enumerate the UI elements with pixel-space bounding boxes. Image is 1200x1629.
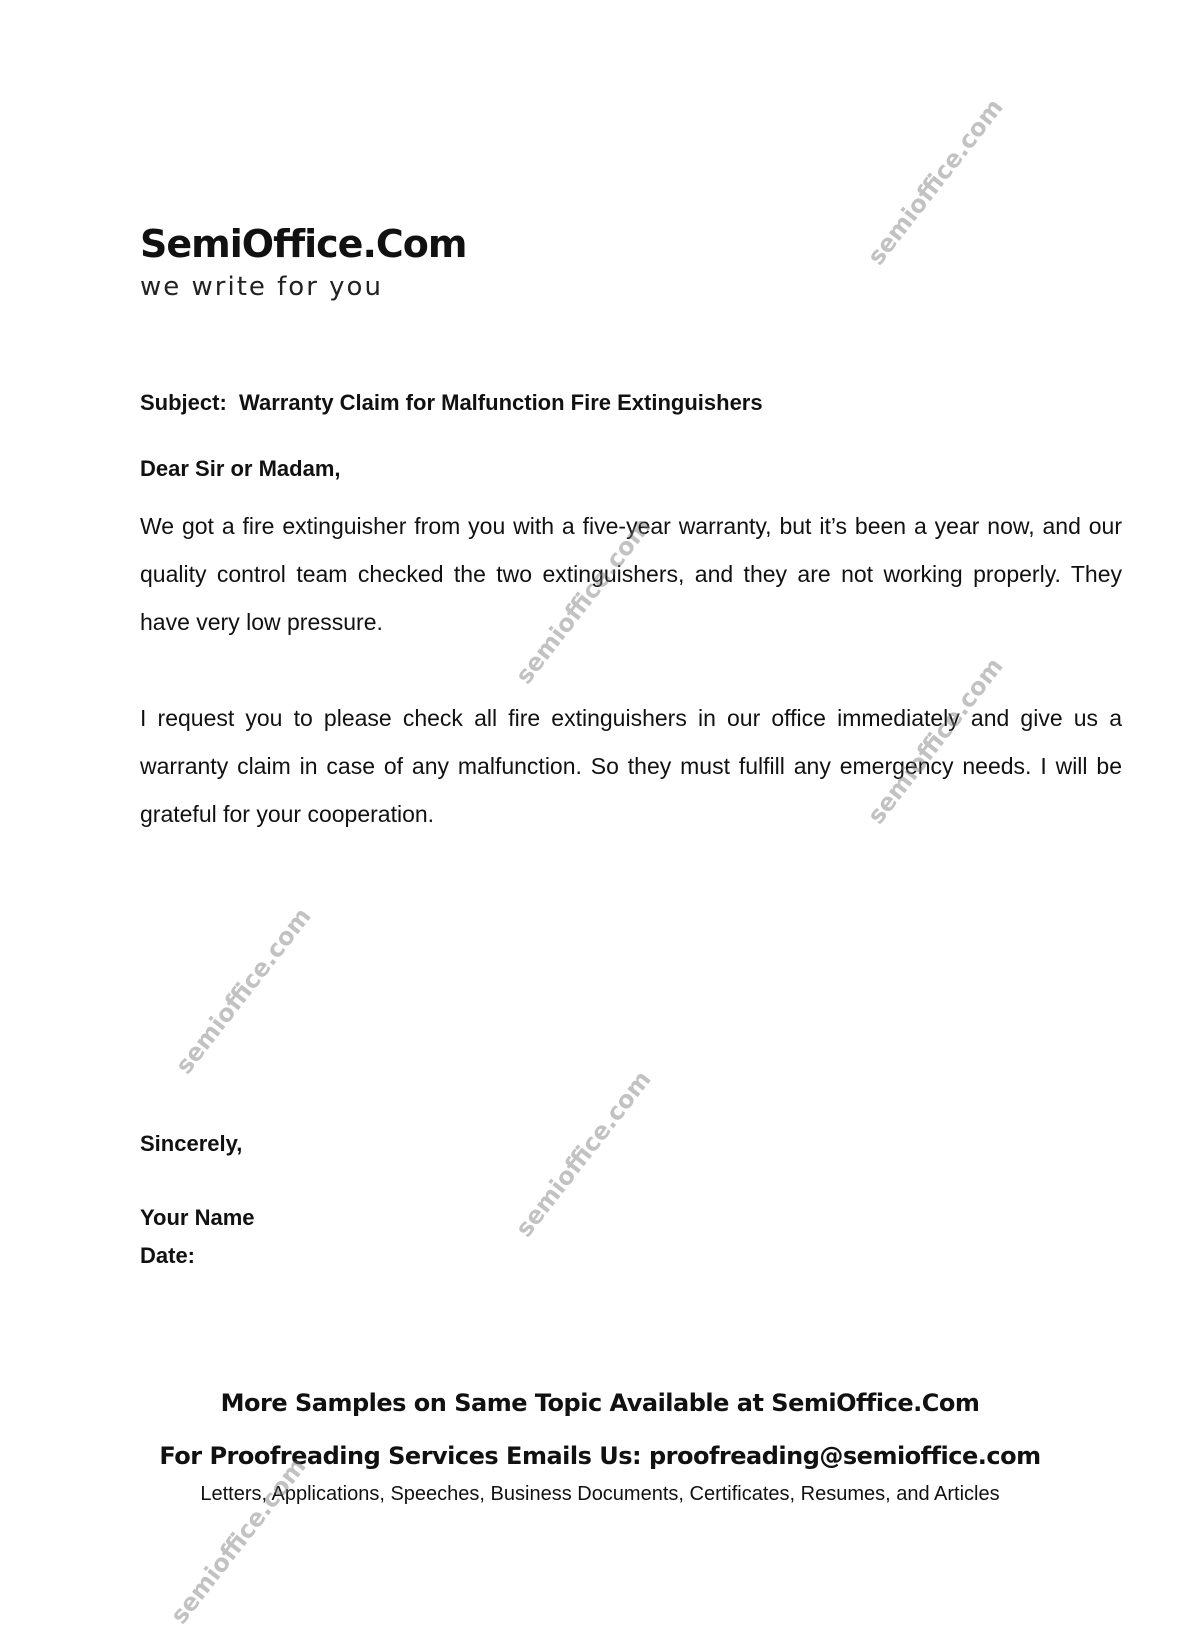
watermark: semioffice.com xyxy=(862,652,1009,830)
signature-name: Your Name xyxy=(140,1205,255,1230)
watermark: semioffice.com xyxy=(510,512,657,690)
footer-document-types: Letters, Applications, Speeches, Business Documents, Certificates, Resumes, and Articles xyxy=(200,1483,1000,1505)
brand-name: SemiOffice.Com xyxy=(140,222,467,266)
watermark: semioffice.com xyxy=(862,93,1009,271)
footer-more-samples: More Samples on Same Topic Available at SemiOffice.Com xyxy=(220,1389,980,1417)
watermark: semioffice.com xyxy=(170,902,317,1080)
signature-date: Date: xyxy=(140,1243,196,1268)
letter-subject: Subject: Warranty Claim for Malfunction Fire Extinguishers xyxy=(140,390,763,415)
letter-closing: Sincerely, xyxy=(140,1131,243,1156)
letter-paragraph-1: We got a fire extinguisher from you with a five-year warranty, but it’s been a year now, and our quality control team checked the two extinguishers, and they are not working properly. They have very low pressure. xyxy=(140,513,1122,635)
brand-tagline: we write for you xyxy=(140,272,383,302)
letter-salutation: Dear Sir or Madam, xyxy=(140,456,341,481)
watermark: semioffice.com xyxy=(165,1452,312,1629)
letter-paragraph-2: I request you to please check all fire extinguishers in our office immediately and give us a warranty claim in case of any malfunction. So they must fulfill any emergency needs. I will be grateful for your cooperation. xyxy=(140,705,1122,827)
watermark: semioffice.com xyxy=(510,1065,657,1243)
footer-proofreading: For Proofreading Services Emails Us: proofreading@semioffice.com xyxy=(159,1442,1041,1470)
